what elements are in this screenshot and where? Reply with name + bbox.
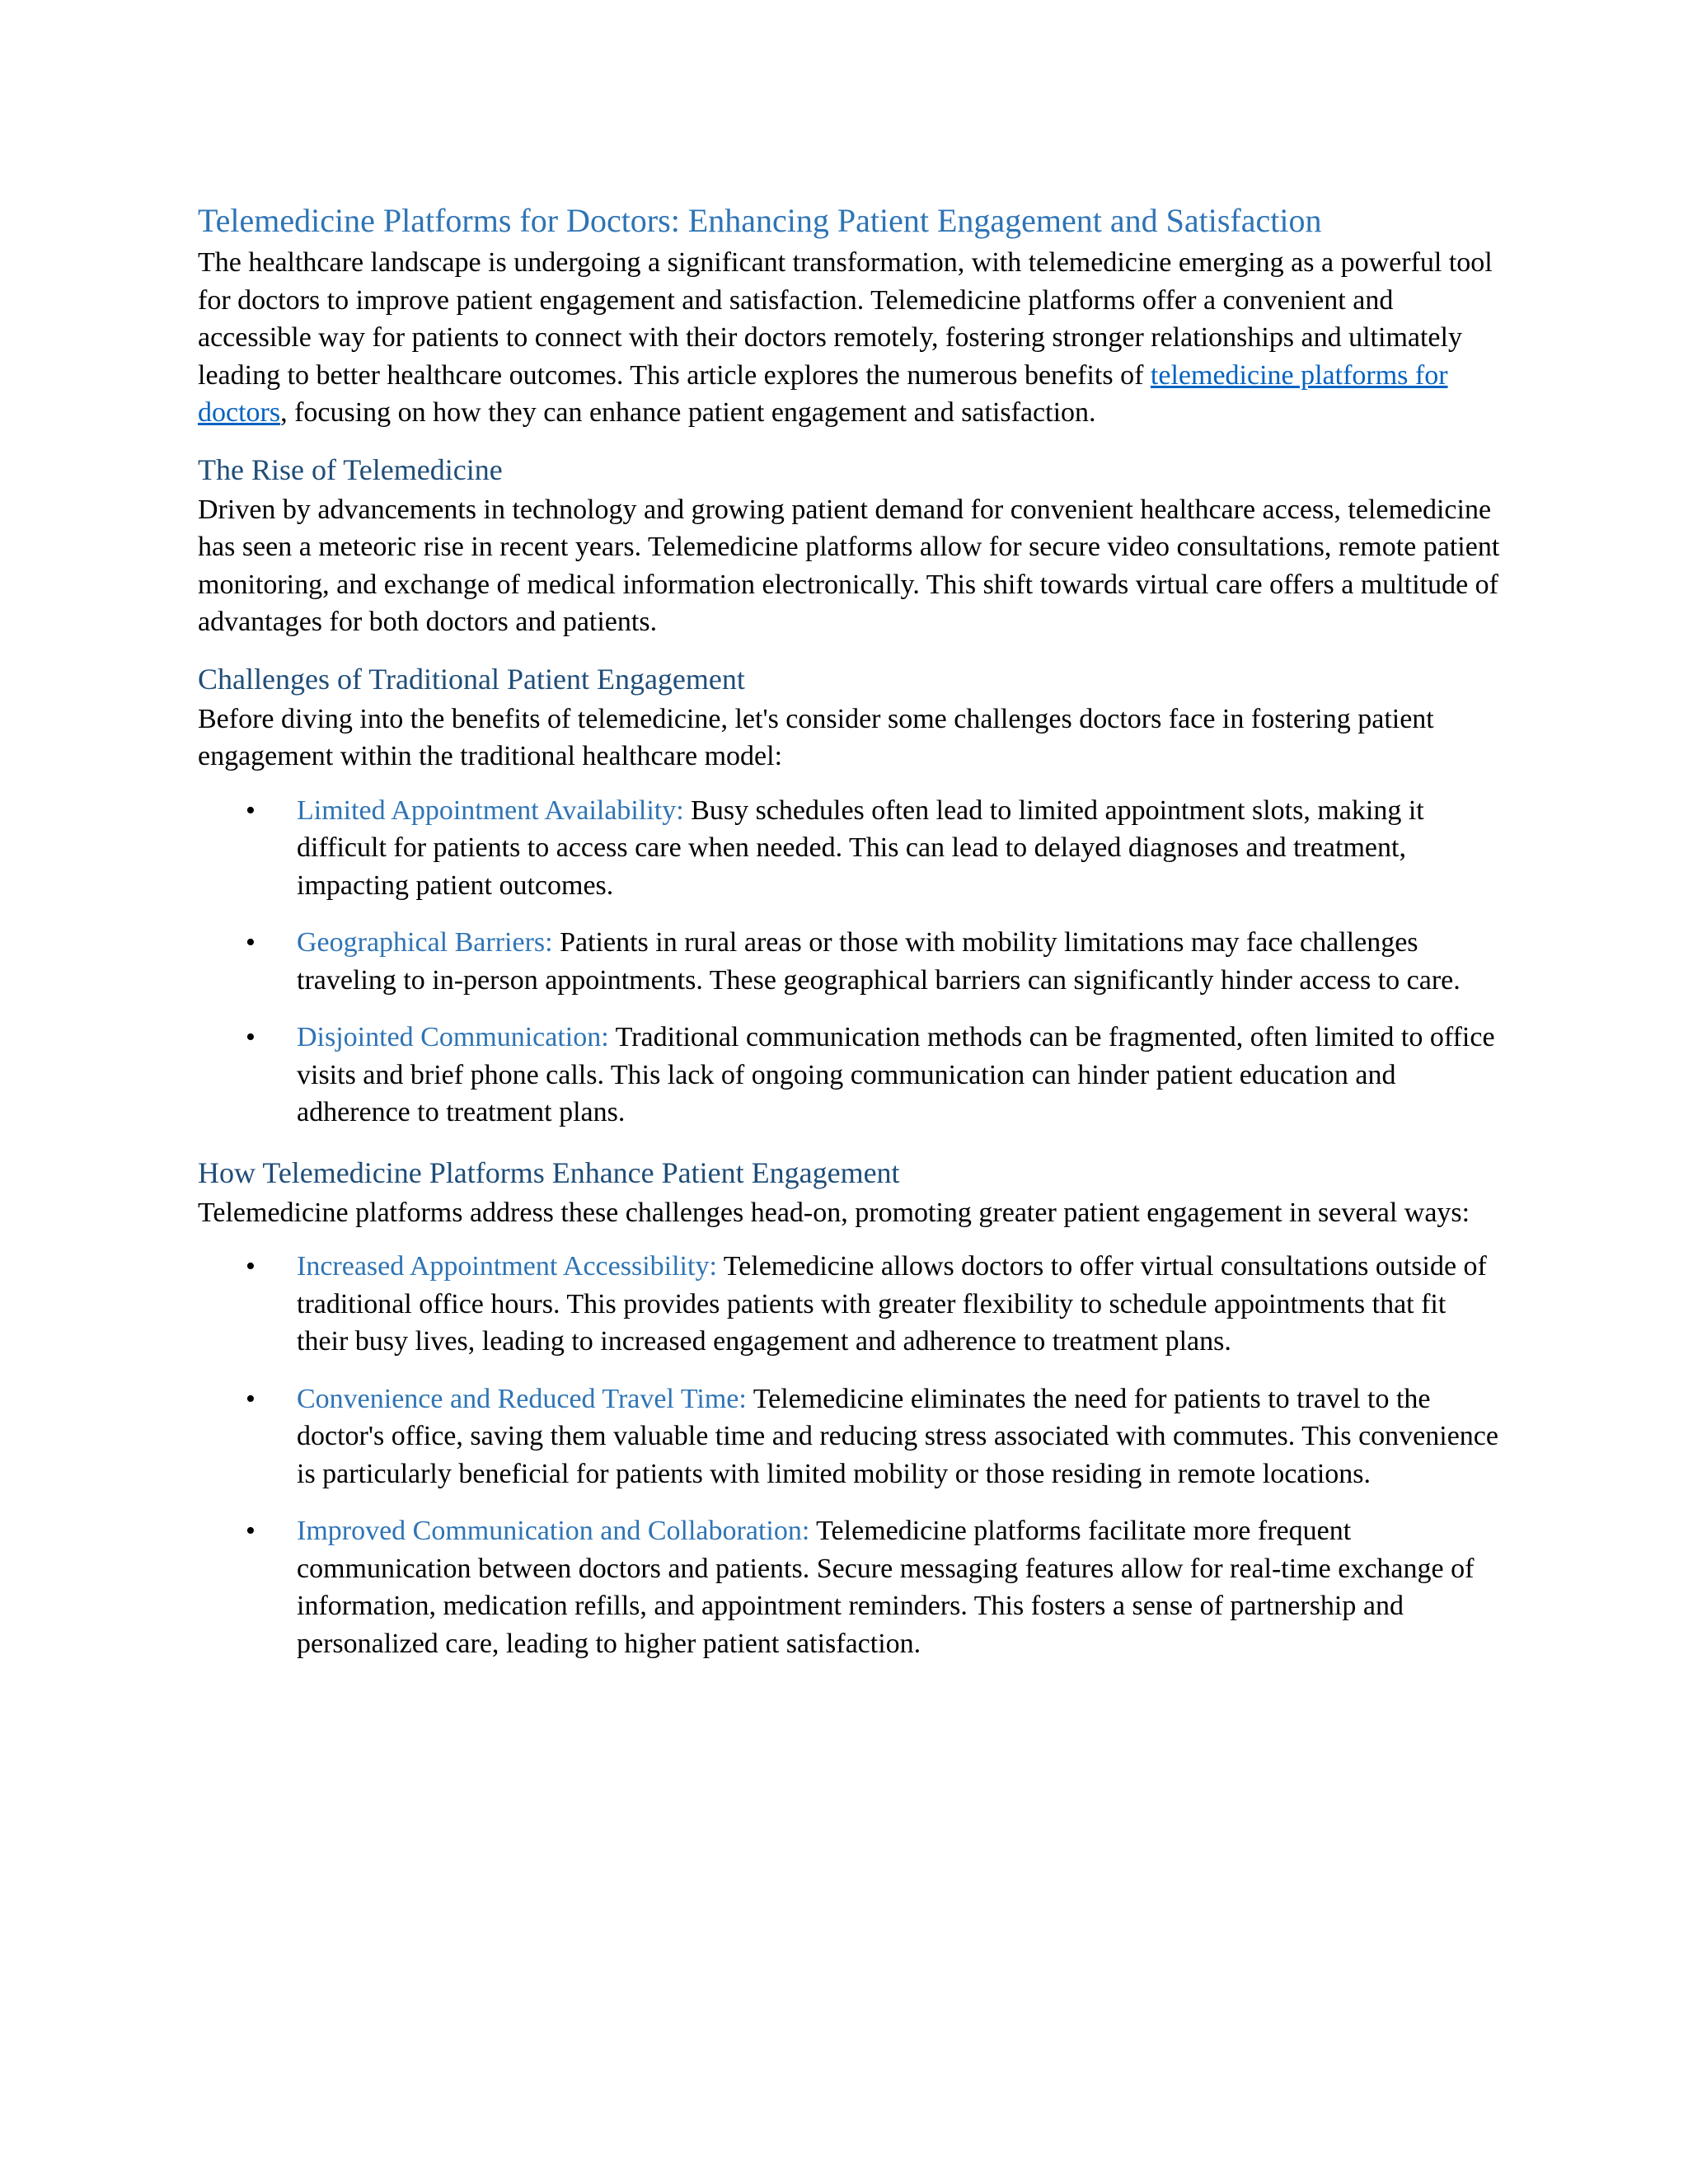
bullet-term: Convenience and Reduced Travel Time: xyxy=(297,1383,747,1414)
bullet-text: Patients in rural areas or those with mobility limitations may face challenges traveling to in-person appointments. These geographical barriers can significantly hinder access to care. xyxy=(297,927,1461,996)
bullet-icon: • xyxy=(246,1383,256,1414)
section-heading-enhance: How Telemedicine Platforms Enhance Patient Engagement xyxy=(198,1155,900,1189)
bullet-icon: • xyxy=(246,1516,256,1546)
bullet-text: Traditional communication methods can be fragmented, often limited to office visits and brief phone calls. This lack of ongoing communication can hinder patient education and adherence to treatment plans. xyxy=(297,1022,1495,1127)
list-item xyxy=(198,924,1500,999)
intro-paragraph xyxy=(198,244,1500,432)
section-body-rise: Driven by advancements in technology and growing patient demand for convenient healthcare access, telemedicine has seen a meteoric rise in recent years. Telemedicine platforms allow for secure video consultations, remote patient monitoring, and exchange of medical information electronically. This shift towards virtual care offers a multitude of advantages for both doctors and patients. xyxy=(198,494,1500,637)
document-page xyxy=(198,198,1500,1682)
bullet-text: Telemedicine platforms facilitate more frequent communication between doctors and patients. Secure messaging features allow for real-time exchange of information, medication refills, and appointment reminders. This fosters a sense of partnership and personalized care, leading to higher patient satisfaction. xyxy=(297,1516,1475,1659)
article-title: Telemedicine Platforms for Doctors: Enhancing Patient Engagement and Satisfaction xyxy=(198,202,1322,239)
intro-text-after-link: , focusing on how they can enhance patient engagement and satisfaction. xyxy=(280,397,1096,428)
bullet-icon: • xyxy=(246,1022,256,1052)
intro-text-before-link: The healthcare landscape is undergoing a significant transformation, with telemedicine emerging as a powerful tool for doctors to improve patient engagement and satisfaction. Telemedicine platforms offer a convenient and accessible way for patients to connect with their doctors remotely, fostering stronger relationships and ultimately leading to better healthcare outcomes. This article explores the numerous benefits of xyxy=(198,247,1493,391)
list-item xyxy=(198,1019,1500,1132)
bullet-text: Telemedicine eliminates the need for patients to travel to the doctor's office, saving them valuable time and reducing stress associated with commutes. This convenience is particularly beneficial for patients with limited mobility or those residing in remote locations. xyxy=(297,1383,1498,1489)
list-item xyxy=(198,1248,1500,1361)
section-heading-challenges: Challenges of Traditional Patient Engagement xyxy=(198,662,745,696)
telemedicine-platforms-link[interactable]: telemedicine platforms for doctors xyxy=(198,359,1448,428)
bullet-text: Telemedicine allows doctors to offer virtual consultations outside of traditional office hours. This provides patients with greater flexibility to schedule appointments that fit their busy lives, leading to increased engagement and adherence to treatment plans. xyxy=(297,1251,1487,1357)
list-item xyxy=(198,792,1500,905)
bullet-icon: • xyxy=(246,927,256,958)
list-item xyxy=(198,1512,1500,1662)
section-body-enhance: Telemedicine platforms address these challenges head-on, promoting greater patient engagement in several ways: xyxy=(198,1197,1470,1228)
bullet-term: Limited Appointment Availability: xyxy=(297,794,684,826)
enhance-list xyxy=(198,1248,1500,1662)
bullet-icon: • xyxy=(246,794,256,826)
bullet-term: Disjointed Communication: xyxy=(297,1022,609,1052)
bullet-text: Busy schedules often lead to limited appointment slots, making it difficult for patients to access care when needed. This can lead to delayed diagnoses and treatment, impacting patient outcomes. xyxy=(297,794,1424,901)
bullet-term: Geographical Barriers: xyxy=(297,927,553,958)
section-body-challenges: Before diving into the benefits of telemedicine, let's consider some challenges doctors face in fostering patient engagement within the traditional healthcare model: xyxy=(198,703,1434,771)
section-heading-rise: The Rise of Telemedicine xyxy=(198,452,503,486)
list-item xyxy=(198,1380,1500,1493)
bullet-icon: • xyxy=(246,1251,256,1282)
bullet-term: Increased Appointment Accessibility: xyxy=(297,1251,717,1282)
bullet-term: Improved Communication and Collaboration: xyxy=(297,1516,810,1546)
challenges-list xyxy=(198,792,1500,1132)
